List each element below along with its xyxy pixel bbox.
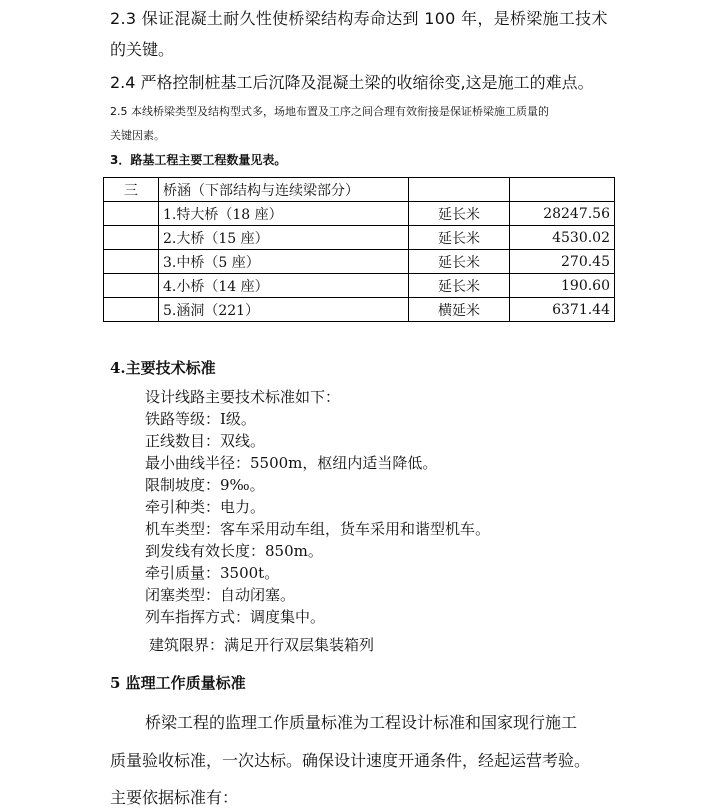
standard-item: 列车指挥方式：调度集中。 (145, 608, 326, 626)
table-cell-name: 2.大桥（15 座） (159, 226, 409, 250)
table-cell-index: 三 (104, 178, 159, 202)
paragraph-2-3-line1: 2.3 保证混凝土耐久性使桥梁结构寿命达到 100 年，是桥梁施工技术 (110, 9, 608, 28)
standard-item: 牵引种类：电力。 (145, 498, 266, 516)
standard-item: 最小曲线半径：5500m，枢纽内适当降低。 (145, 454, 438, 472)
standard-item: 限制坡度：9‰。 (145, 476, 265, 494)
table-cell-unit: 延长米 (409, 250, 510, 274)
table-header-row (104, 178, 615, 202)
section-5-paragraph-line1: 桥梁工程的监理工作质量标准为工程设计标准和国家现行施工 (145, 713, 578, 732)
table-cell-unit: 延长米 (409, 202, 510, 226)
paragraph-2-5-line2: 关键因素。 (110, 129, 165, 142)
section-5-paragraph-line2: 质量验收标准，一次达标。确保设计速度开通条件，经起运营考验。 (110, 751, 591, 770)
table-cell-value: 4530.02 (510, 226, 615, 250)
basis-standards-line: 主要依据标准有： (110, 788, 239, 807)
table-cell-value: 270.45 (510, 250, 615, 274)
standard-item: 铁路等级：Ⅰ级。 (145, 410, 256, 428)
table-cell-name: 桥涵（下部结构与连续梁部分） (159, 178, 409, 202)
table-cell-name: 1.特大桥（18 座） (159, 202, 409, 226)
section-4-heading: 4.主要技术标准 (110, 359, 216, 377)
table-cell-index (104, 250, 159, 274)
table-row (104, 226, 615, 250)
table-cell-index (104, 274, 159, 298)
table-cell-name: 3.中桥（5 座） (159, 250, 409, 274)
standard-item: 到发线有效长度：850m。 (145, 542, 323, 560)
table-cell-index (104, 298, 159, 322)
table-row (104, 250, 615, 274)
section-3-heading: 3．路基工程主要工程数量见表。 (110, 153, 287, 167)
table-cell-value: 28247.56 (510, 202, 615, 226)
standard-item: 闭塞类型：自动闭塞。 (145, 586, 296, 604)
table-cell-index (104, 202, 159, 226)
paragraph-2-3-line2: 的关键。 (110, 40, 175, 59)
table-row (104, 274, 615, 298)
table-row (104, 202, 615, 226)
clearance-line: 建筑限界：满足开行双层集装箱列 (149, 636, 375, 654)
table-cell-unit: 横延米 (409, 298, 510, 322)
standards-intro: 设计线路主要技术标准如下： (145, 388, 341, 406)
table-row (104, 298, 615, 322)
table-cell-unit: 延长米 (409, 274, 510, 298)
standard-item: 牵引质量：3500t。 (145, 564, 280, 582)
table-cell-value (510, 178, 615, 202)
standard-item: 机车类型：客车采用动车组，货车采用和谐型机车。 (145, 520, 491, 538)
quantity-table (103, 177, 615, 322)
table-cell-unit: 延长米 (409, 226, 510, 250)
table-cell-value: 6371.44 (510, 298, 615, 322)
paragraph-2-4: 2.4 严格控制桩基工后沉降及混凝土梁的收缩徐变,这是施工的难点。 (110, 73, 594, 92)
table-cell-unit (409, 178, 510, 202)
paragraph-2-5-line1: 2.5 本线桥梁类型及结构型式多，场地布置及工序之间合理有效衔接是保证桥梁施工质量的 (110, 105, 549, 118)
table-cell-index (104, 226, 159, 250)
standard-item: 正线数目：双线。 (145, 432, 266, 450)
section-5-heading: 5 监理工作质量标准 (110, 674, 246, 692)
table-cell-value: 190.60 (510, 274, 615, 298)
table-cell-name: 5.涵洞（221） (159, 298, 409, 322)
table-cell-name: 4.小桥（14 座） (159, 274, 409, 298)
